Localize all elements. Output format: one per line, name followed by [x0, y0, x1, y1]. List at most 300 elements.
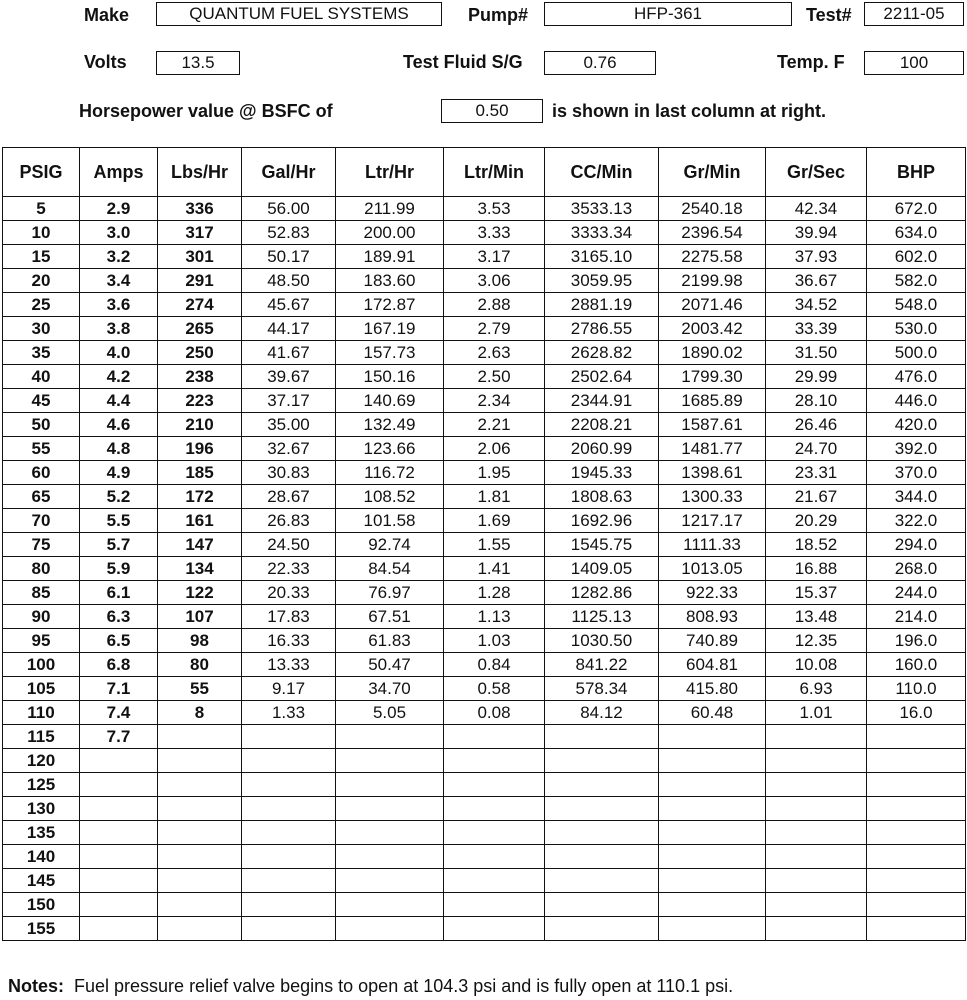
- table-cell: [659, 725, 766, 749]
- table-cell: 95: [3, 629, 80, 653]
- column-header-gr-min: Gr/Min: [659, 148, 766, 197]
- table-cell: 1.03: [444, 629, 545, 653]
- table-cell: 155: [3, 917, 80, 941]
- table-cell: 841.22: [545, 653, 659, 677]
- column-header-psig: PSIG: [3, 148, 80, 197]
- table-cell: [766, 893, 867, 917]
- table-cell: [80, 869, 158, 893]
- table-cell: [444, 869, 545, 893]
- fuel-flow-table: [2, 147, 966, 941]
- table-row: [3, 533, 966, 557]
- table-cell: 344.0: [867, 485, 966, 509]
- table-cell: 301: [158, 245, 242, 269]
- table-cell: 31.50: [766, 341, 867, 365]
- table-cell: 370.0: [867, 461, 966, 485]
- table-cell: 294.0: [867, 533, 966, 557]
- table-cell: 2071.46: [659, 293, 766, 317]
- table-cell: 21.67: [766, 485, 867, 509]
- table-cell: 1808.63: [545, 485, 659, 509]
- table-cell: 172: [158, 485, 242, 509]
- table-cell: 30: [3, 317, 80, 341]
- table-row: [3, 389, 966, 413]
- table-cell: 61.83: [336, 629, 444, 653]
- table-cell: [867, 893, 966, 917]
- table-cell: 183.60: [336, 269, 444, 293]
- table-cell: 211.99: [336, 197, 444, 221]
- table-cell: [545, 917, 659, 941]
- table-cell: 2060.99: [545, 437, 659, 461]
- column-header-lbs-hr: Lbs/Hr: [158, 148, 242, 197]
- table-cell: 20.33: [242, 581, 336, 605]
- table-cell: [659, 917, 766, 941]
- table-cell: [545, 869, 659, 893]
- table-cell: 157.73: [336, 341, 444, 365]
- table-cell: 105: [3, 677, 80, 701]
- table-cell: 80: [158, 653, 242, 677]
- table-cell: 110.0: [867, 677, 966, 701]
- table-cell: [242, 893, 336, 917]
- table-cell: 41.67: [242, 341, 336, 365]
- table-cell: 2786.55: [545, 317, 659, 341]
- table-cell: [336, 917, 444, 941]
- table-cell: 2540.18: [659, 197, 766, 221]
- table-cell: 4.8: [80, 437, 158, 461]
- table-row: [3, 509, 966, 533]
- table-cell: 56.00: [242, 197, 336, 221]
- table-cell: 2.63: [444, 341, 545, 365]
- pump-field[interactable]: HFP-361: [544, 2, 792, 26]
- table-row: [3, 893, 966, 917]
- table-cell: 39.94: [766, 221, 867, 245]
- table-cell: 268.0: [867, 557, 966, 581]
- volts-field[interactable]: 13.5: [156, 51, 240, 75]
- table-cell: 35.00: [242, 413, 336, 437]
- table-cell: 2003.42: [659, 317, 766, 341]
- table-cell: 30.83: [242, 461, 336, 485]
- notes-text: Fuel pressure relief valve begins to open at 104.3 psi and is fully open at 110.1 psi.: [74, 976, 734, 996]
- table-cell: 145: [3, 869, 80, 893]
- table-row: [3, 485, 966, 509]
- table-cell: 16.33: [242, 629, 336, 653]
- table-row: [3, 581, 966, 605]
- table-cell: [867, 917, 966, 941]
- table-cell: [545, 725, 659, 749]
- table-cell: [158, 725, 242, 749]
- pump-label: Pump#: [468, 5, 529, 25]
- table-cell: [242, 869, 336, 893]
- table-cell: 602.0: [867, 245, 966, 269]
- table-cell: [867, 869, 966, 893]
- table-cell: 2344.91: [545, 389, 659, 413]
- table-cell: 12.35: [766, 629, 867, 653]
- table-row: [3, 749, 966, 773]
- table-cell: [242, 725, 336, 749]
- column-header-gal-hr: Gal/Hr: [242, 148, 336, 197]
- table-cell: 20: [3, 269, 80, 293]
- table-cell: 7.4: [80, 701, 158, 725]
- table-cell: 42.34: [766, 197, 867, 221]
- table-cell: [80, 893, 158, 917]
- column-header-ltr-min: Ltr/Min: [444, 148, 545, 197]
- table-cell: 16.0: [867, 701, 966, 725]
- table-cell: 172.87: [336, 293, 444, 317]
- table-cell: [158, 893, 242, 917]
- table-cell: [867, 845, 966, 869]
- table-cell: 223: [158, 389, 242, 413]
- table-cell: [545, 845, 659, 869]
- table-cell: 22.33: [242, 557, 336, 581]
- table-cell: 140: [3, 845, 80, 869]
- table-cell: [158, 917, 242, 941]
- table-cell: [158, 869, 242, 893]
- table-cell: [80, 797, 158, 821]
- table-cell: [659, 869, 766, 893]
- table-cell: 147: [158, 533, 242, 557]
- table-cell: 548.0: [867, 293, 966, 317]
- volts-label: Volts: [84, 52, 127, 72]
- table-cell: 1799.30: [659, 365, 766, 389]
- table-row: [3, 245, 966, 269]
- table-cell: [867, 749, 966, 773]
- table-cell: 336: [158, 197, 242, 221]
- table-cell: 2.9: [80, 197, 158, 221]
- table-cell: 530.0: [867, 317, 966, 341]
- table-cell: 238: [158, 365, 242, 389]
- table-cell: 23.31: [766, 461, 867, 485]
- table-cell: [867, 797, 966, 821]
- table-row: [3, 629, 966, 653]
- table-cell: [444, 749, 545, 773]
- table-cell: 161: [158, 509, 242, 533]
- table-cell: [158, 773, 242, 797]
- table-cell: 4.9: [80, 461, 158, 485]
- table-cell: 5: [3, 197, 80, 221]
- table-cell: 578.34: [545, 677, 659, 701]
- table-cell: [444, 917, 545, 941]
- table-cell: [545, 821, 659, 845]
- table-cell: [158, 845, 242, 869]
- table-cell: [444, 773, 545, 797]
- table-cell: [659, 893, 766, 917]
- table-cell: 0.84: [444, 653, 545, 677]
- table-cell: [867, 725, 966, 749]
- table-cell: [80, 821, 158, 845]
- table-cell: 244.0: [867, 581, 966, 605]
- table-cell: 1300.33: [659, 485, 766, 509]
- table-cell: 100: [3, 653, 80, 677]
- table-cell: 32.67: [242, 437, 336, 461]
- table-cell: 6.5: [80, 629, 158, 653]
- table-cell: 5.05: [336, 701, 444, 725]
- table-cell: 322.0: [867, 509, 966, 533]
- table-cell: [242, 845, 336, 869]
- table-cell: 500.0: [867, 341, 966, 365]
- table-cell: 1890.02: [659, 341, 766, 365]
- column-header-gr-sec: Gr/Sec: [766, 148, 867, 197]
- table-cell: 55: [158, 677, 242, 701]
- table-cell: [766, 917, 867, 941]
- table-cell: 2199.98: [659, 269, 766, 293]
- table-cell: [867, 773, 966, 797]
- table-cell: 3165.10: [545, 245, 659, 269]
- hp-bsfc-label: Horsepower value @ BSFC of: [79, 101, 333, 121]
- table-cell: 2208.21: [545, 413, 659, 437]
- column-header-amps: Amps: [80, 148, 158, 197]
- table-cell: 1.69: [444, 509, 545, 533]
- table-cell: 13.48: [766, 605, 867, 629]
- table-cell: 1692.96: [545, 509, 659, 533]
- table-cell: [659, 797, 766, 821]
- table-cell: [158, 821, 242, 845]
- table-cell: 214.0: [867, 605, 966, 629]
- table-cell: [766, 773, 867, 797]
- table-cell: 210: [158, 413, 242, 437]
- table-cell: 48.50: [242, 269, 336, 293]
- table-cell: 20.29: [766, 509, 867, 533]
- table-cell: [659, 749, 766, 773]
- table-cell: 135: [3, 821, 80, 845]
- table-cell: 1.28: [444, 581, 545, 605]
- table-cell: [242, 749, 336, 773]
- table-cell: 132.49: [336, 413, 444, 437]
- table-cell: 1217.17: [659, 509, 766, 533]
- table-cell: [545, 797, 659, 821]
- table-cell: 75: [3, 533, 80, 557]
- table-cell: 116.72: [336, 461, 444, 485]
- table-cell: 6.3: [80, 605, 158, 629]
- table-cell: 1545.75: [545, 533, 659, 557]
- table-cell: 35: [3, 341, 80, 365]
- table-cell: 98: [158, 629, 242, 653]
- table-cell: 2.88: [444, 293, 545, 317]
- table-cell: 84.12: [545, 701, 659, 725]
- make-field[interactable]: QUANTUM FUEL SYSTEMS: [156, 2, 442, 26]
- table-cell: 167.19: [336, 317, 444, 341]
- table-cell: 1.01: [766, 701, 867, 725]
- table-cell: 125: [3, 773, 80, 797]
- test-fluid-sg-field[interactable]: 0.76: [544, 51, 656, 75]
- table-cell: [336, 749, 444, 773]
- table-cell: [444, 797, 545, 821]
- table-cell: 250: [158, 341, 242, 365]
- table-cell: [80, 917, 158, 941]
- table-row: [3, 917, 966, 941]
- column-header-ltr-hr: Ltr/Hr: [336, 148, 444, 197]
- table-cell: 2628.82: [545, 341, 659, 365]
- table-cell: [444, 893, 545, 917]
- table-cell: 3.0: [80, 221, 158, 245]
- table-cell: 26.83: [242, 509, 336, 533]
- table-row: [3, 197, 966, 221]
- table-cell: 25: [3, 293, 80, 317]
- table-cell: 7.7: [80, 725, 158, 749]
- table-cell: 76.97: [336, 581, 444, 605]
- table-cell: 3.53: [444, 197, 545, 221]
- table-cell: 10: [3, 221, 80, 245]
- table-cell: [80, 749, 158, 773]
- table-cell: 84.54: [336, 557, 444, 581]
- table-cell: 13.33: [242, 653, 336, 677]
- table-row: [3, 437, 966, 461]
- table-cell: 44.17: [242, 317, 336, 341]
- table-cell: 8: [158, 701, 242, 725]
- table-cell: 446.0: [867, 389, 966, 413]
- table-cell: [545, 749, 659, 773]
- table-cell: [766, 845, 867, 869]
- table-cell: 1945.33: [545, 461, 659, 485]
- table-cell: 34.70: [336, 677, 444, 701]
- table-cell: 6.8: [80, 653, 158, 677]
- table-cell: 33.39: [766, 317, 867, 341]
- table-cell: 40: [3, 365, 80, 389]
- table-cell: 150.16: [336, 365, 444, 389]
- table-cell: 1.95: [444, 461, 545, 485]
- notes: [8, 976, 733, 997]
- table-cell: 24.50: [242, 533, 336, 557]
- table-cell: 34.52: [766, 293, 867, 317]
- table-cell: 15: [3, 245, 80, 269]
- table-cell: 60.48: [659, 701, 766, 725]
- table-cell: [80, 773, 158, 797]
- table-row: [3, 773, 966, 797]
- table-cell: 2881.19: [545, 293, 659, 317]
- table-cell: [336, 773, 444, 797]
- table-cell: [242, 917, 336, 941]
- table-cell: 634.0: [867, 221, 966, 245]
- table-row: [3, 293, 966, 317]
- table-row: [3, 845, 966, 869]
- table-cell: 50: [3, 413, 80, 437]
- table-cell: 107: [158, 605, 242, 629]
- table-cell: 45: [3, 389, 80, 413]
- table-cell: 4.0: [80, 341, 158, 365]
- table-cell: [867, 821, 966, 845]
- table-cell: [242, 773, 336, 797]
- table-cell: 108.52: [336, 485, 444, 509]
- table-cell: 6.93: [766, 677, 867, 701]
- table-cell: 3333.34: [545, 221, 659, 245]
- table-cell: 1398.61: [659, 461, 766, 485]
- table-cell: 5.2: [80, 485, 158, 509]
- table-cell: [545, 773, 659, 797]
- table-cell: 29.99: [766, 365, 867, 389]
- column-header-cc-min: CC/Min: [545, 148, 659, 197]
- temp-label: Temp. F: [777, 52, 845, 72]
- table-cell: 265: [158, 317, 242, 341]
- table-cell: 101.58: [336, 509, 444, 533]
- table-cell: 476.0: [867, 365, 966, 389]
- table-cell: 134: [158, 557, 242, 581]
- notes-label: Notes:: [8, 976, 65, 996]
- table-cell: 3.8: [80, 317, 158, 341]
- bsfc-field[interactable]: 0.50: [441, 99, 543, 123]
- table-cell: 582.0: [867, 269, 966, 293]
- table-header-row: [3, 148, 966, 197]
- table-cell: 4.4: [80, 389, 158, 413]
- table-cell: 1013.05: [659, 557, 766, 581]
- table-cell: 1409.05: [545, 557, 659, 581]
- table-cell: 3.17: [444, 245, 545, 269]
- table-cell: [336, 869, 444, 893]
- table-cell: 1481.77: [659, 437, 766, 461]
- table-cell: 740.89: [659, 629, 766, 653]
- table-row: [3, 461, 966, 485]
- table-cell: [545, 893, 659, 917]
- table-cell: [242, 797, 336, 821]
- table-cell: 922.33: [659, 581, 766, 605]
- table-cell: 2.34: [444, 389, 545, 413]
- table-cell: 130: [3, 797, 80, 821]
- table-cell: [766, 797, 867, 821]
- table-cell: [444, 845, 545, 869]
- table-cell: 5.9: [80, 557, 158, 581]
- table-cell: 24.70: [766, 437, 867, 461]
- table-cell: 50.47: [336, 653, 444, 677]
- table-cell: [766, 869, 867, 893]
- table-row: [3, 677, 966, 701]
- table-cell: 50.17: [242, 245, 336, 269]
- table-cell: 39.67: [242, 365, 336, 389]
- table-row: [3, 869, 966, 893]
- table-cell: 160.0: [867, 653, 966, 677]
- table-cell: [336, 893, 444, 917]
- table-cell: 15.37: [766, 581, 867, 605]
- table-cell: 10.08: [766, 653, 867, 677]
- table-row: [3, 269, 966, 293]
- temp-field[interactable]: 100: [864, 51, 964, 75]
- table-cell: 604.81: [659, 653, 766, 677]
- table-cell: 67.51: [336, 605, 444, 629]
- table-cell: 52.83: [242, 221, 336, 245]
- test-field[interactable]: 2211-05: [864, 2, 964, 26]
- hp-suffix-text: is shown in last column at right.: [552, 101, 827, 121]
- table-cell: 5.7: [80, 533, 158, 557]
- table-cell: [766, 749, 867, 773]
- table-cell: 18.52: [766, 533, 867, 557]
- table-row: [3, 221, 966, 245]
- table-row: [3, 365, 966, 389]
- table-cell: 1.55: [444, 533, 545, 557]
- table-cell: 3.4: [80, 269, 158, 293]
- table-cell: 26.46: [766, 413, 867, 437]
- table-cell: 1.33: [242, 701, 336, 725]
- table-cell: 392.0: [867, 437, 966, 461]
- table-cell: 0.58: [444, 677, 545, 701]
- table-cell: 808.93: [659, 605, 766, 629]
- table-cell: 80: [3, 557, 80, 581]
- table-cell: 55: [3, 437, 80, 461]
- table-cell: [336, 797, 444, 821]
- table-cell: 122: [158, 581, 242, 605]
- table-row: [3, 557, 966, 581]
- table-cell: [336, 821, 444, 845]
- table-cell: 420.0: [867, 413, 966, 437]
- table-row: [3, 725, 966, 749]
- table-cell: 37.93: [766, 245, 867, 269]
- table-cell: 45.67: [242, 293, 336, 317]
- table-cell: 2.06: [444, 437, 545, 461]
- table-cell: 196.0: [867, 629, 966, 653]
- table-cell: [80, 845, 158, 869]
- table-cell: 3.33: [444, 221, 545, 245]
- table-cell: [444, 821, 545, 845]
- table-cell: 36.67: [766, 269, 867, 293]
- table-cell: 317: [158, 221, 242, 245]
- table-cell: 1.41: [444, 557, 545, 581]
- table-cell: [158, 797, 242, 821]
- table-row: [3, 701, 966, 725]
- table-cell: 85: [3, 581, 80, 605]
